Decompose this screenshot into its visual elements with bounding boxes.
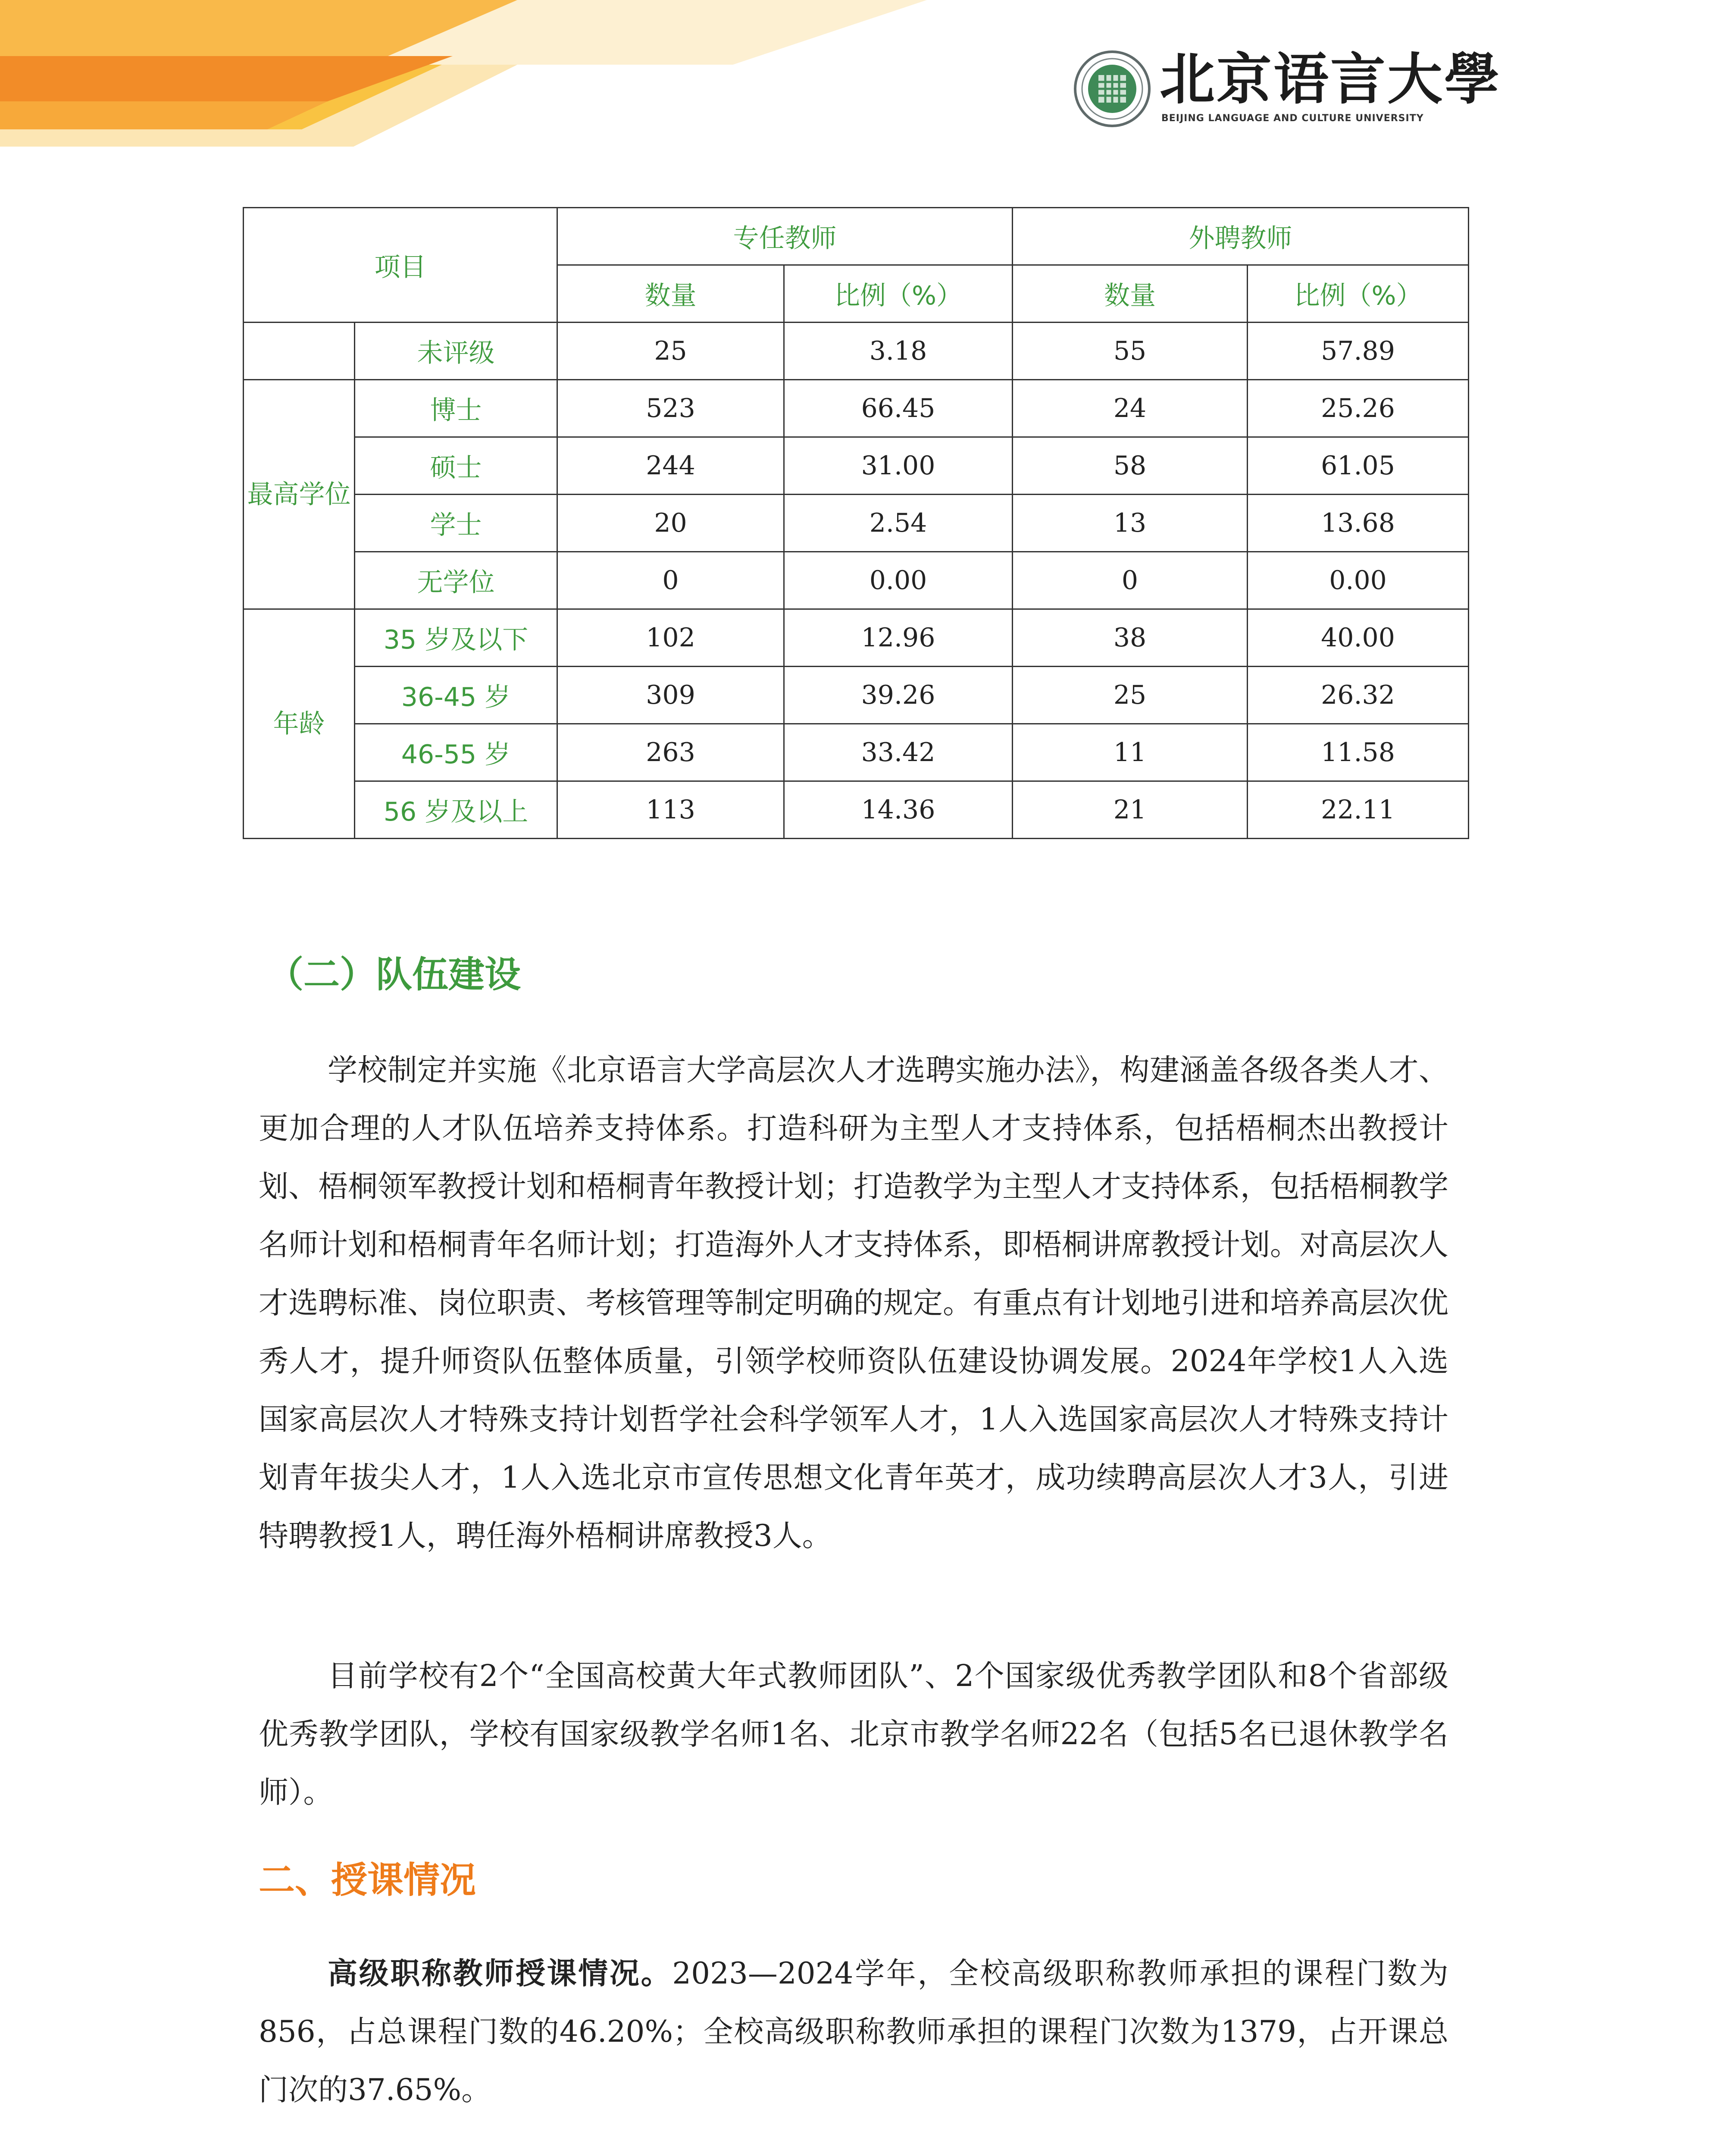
teaching-paragraph	[259, 1945, 1448, 2119]
ex-count: 21	[1013, 781, 1248, 839]
table-row	[244, 495, 1469, 552]
ex-count: 38	[1013, 609, 1248, 667]
header-external: 外聘教师	[1013, 208, 1469, 265]
ft-ratio: 3.18	[784, 323, 1013, 380]
university-name-en: BEIJING LANGUAGE AND CULTURE UNIVERSITY	[1161, 113, 1424, 124]
ex-count: 11	[1013, 724, 1248, 781]
ex-ratio: 26.32	[1248, 667, 1469, 724]
ex-ratio: 13.68	[1248, 495, 1469, 552]
row-label: 硕士	[355, 437, 557, 495]
table-row	[244, 380, 1469, 437]
ex-ratio: 61.05	[1248, 437, 1469, 495]
header-item: 项目	[244, 208, 557, 323]
ft-ratio: 33.42	[784, 724, 1013, 781]
ex-ratio: 11.58	[1248, 724, 1469, 781]
row-label: 学士	[355, 495, 557, 552]
teaching-body: 2023—2024学年，全校高级职称教师承担的课程门数为856，占总课程门数的46.20%；全校高级职称教师承担的课程门次数为1379，占开课总门次的37.65%。	[259, 1956, 1449, 2107]
ft-count: 20	[557, 495, 784, 552]
team-building-paragraph-2: 目前学校有2个“全国高校黄大年式教师团队”、2个国家级优秀教学团队和8个省部级优秀教学团队，学校有国家级教学名师1名、北京市教学名师22名（包括5名已退休教学名师）。	[259, 1659, 1448, 1810]
ex-count: 24	[1013, 380, 1248, 437]
ex-count: 25	[1013, 667, 1248, 724]
table-row	[244, 781, 1469, 839]
table-row	[244, 609, 1469, 667]
table-header-row	[244, 208, 1469, 265]
header-ft-count: 数量	[557, 265, 784, 323]
ex-count: 13	[1013, 495, 1248, 552]
ft-ratio: 2.54	[784, 495, 1013, 552]
table-row	[244, 667, 1469, 724]
ft-count: 25	[557, 323, 784, 380]
table-row	[244, 323, 1469, 380]
ex-count: 0	[1013, 552, 1248, 609]
header-ex-count: 数量	[1013, 265, 1248, 323]
ft-count: 244	[557, 437, 784, 495]
ft-ratio: 0.00	[784, 552, 1013, 609]
row-label: 36-45 岁	[355, 667, 557, 724]
row-label: 未评级	[355, 323, 557, 380]
ex-ratio: 0.00	[1248, 552, 1469, 609]
ft-ratio: 39.26	[784, 667, 1013, 724]
university-name-cn: 北京语言大學	[1160, 47, 1501, 112]
ft-count: 0	[557, 552, 784, 609]
ex-ratio: 40.00	[1248, 609, 1469, 667]
ex-count: 58	[1013, 437, 1248, 495]
ex-ratio: 25.26	[1248, 380, 1469, 437]
faculty-statistics-table	[243, 207, 1469, 839]
ft-count: 263	[557, 724, 784, 781]
section-title-teaching: 二、授课情况	[259, 1859, 476, 1901]
university-logo	[1073, 47, 1501, 133]
header-ft-ratio: 比例（%）	[784, 265, 1013, 323]
ft-count: 309	[557, 667, 784, 724]
header-ex-ratio: 比例（%）	[1248, 265, 1469, 323]
section-title-team-building: （二）队伍建设	[267, 953, 521, 996]
ft-ratio: 12.96	[784, 609, 1013, 667]
ex-ratio: 57.89	[1248, 323, 1469, 380]
row-label: 46-55 岁	[355, 724, 557, 781]
header-fulltime: 专任教师	[557, 208, 1013, 265]
degree-group-label: 最高学位	[244, 380, 355, 609]
row-label: 博士	[355, 380, 557, 437]
ft-count: 113	[557, 781, 784, 839]
ft-ratio: 14.36	[784, 781, 1013, 839]
ex-count: 55	[1013, 323, 1248, 380]
teaching-lead: 高级职称教师授课情况。	[328, 1956, 673, 1991]
row-label: 35 岁及以下	[355, 609, 557, 667]
team-building-paragraph-1: 学校制定并实施《北京语言大学高层次人才选聘实施办法》，构建涵盖各级各类人才、更加合理的人才队伍培养支持体系。打造科研为主型人才支持体系，包括梧桐杰出教授计划、梧桐领军教授计划和梧桐青年教授计划；打造教学为主型人才支持体系，包括梧桐教学名师计划和梧桐青年名师计划；打造海外人才支持体系，即梧桐讲席教授计划。对高层次人才选聘标准、岗位职责、考核管理等制定明确的规定。有重点有计划地引进和培养高层次优秀人才，提升师资队伍整体质量，引领学校师资队伍建设协调发展。2024年学校1人入选国家高层次人才特殊支持计划哲学社会科学领军人才，1人入选国家高层次人才特殊支持计划青年拔尖人才，1人入选北京市宣传思想文化青年英才，成功续聘高层次人才3人，引进特聘教授1人，聘任海外梧桐讲席教授3人。	[259, 1053, 1448, 1553]
empty-group-cell	[244, 323, 355, 380]
ft-ratio: 31.00	[784, 437, 1013, 495]
row-label: 56 岁及以上	[355, 781, 557, 839]
ex-ratio: 22.11	[1248, 781, 1469, 839]
row-label: 无学位	[355, 552, 557, 609]
university-seal-icon	[1073, 50, 1151, 128]
table-row	[244, 437, 1469, 495]
ft-count: 523	[557, 380, 784, 437]
age-group-label: 年龄	[244, 609, 355, 839]
ft-count: 102	[557, 609, 784, 667]
table-row	[244, 552, 1469, 609]
ft-ratio: 66.45	[784, 380, 1013, 437]
table-row	[244, 724, 1469, 781]
